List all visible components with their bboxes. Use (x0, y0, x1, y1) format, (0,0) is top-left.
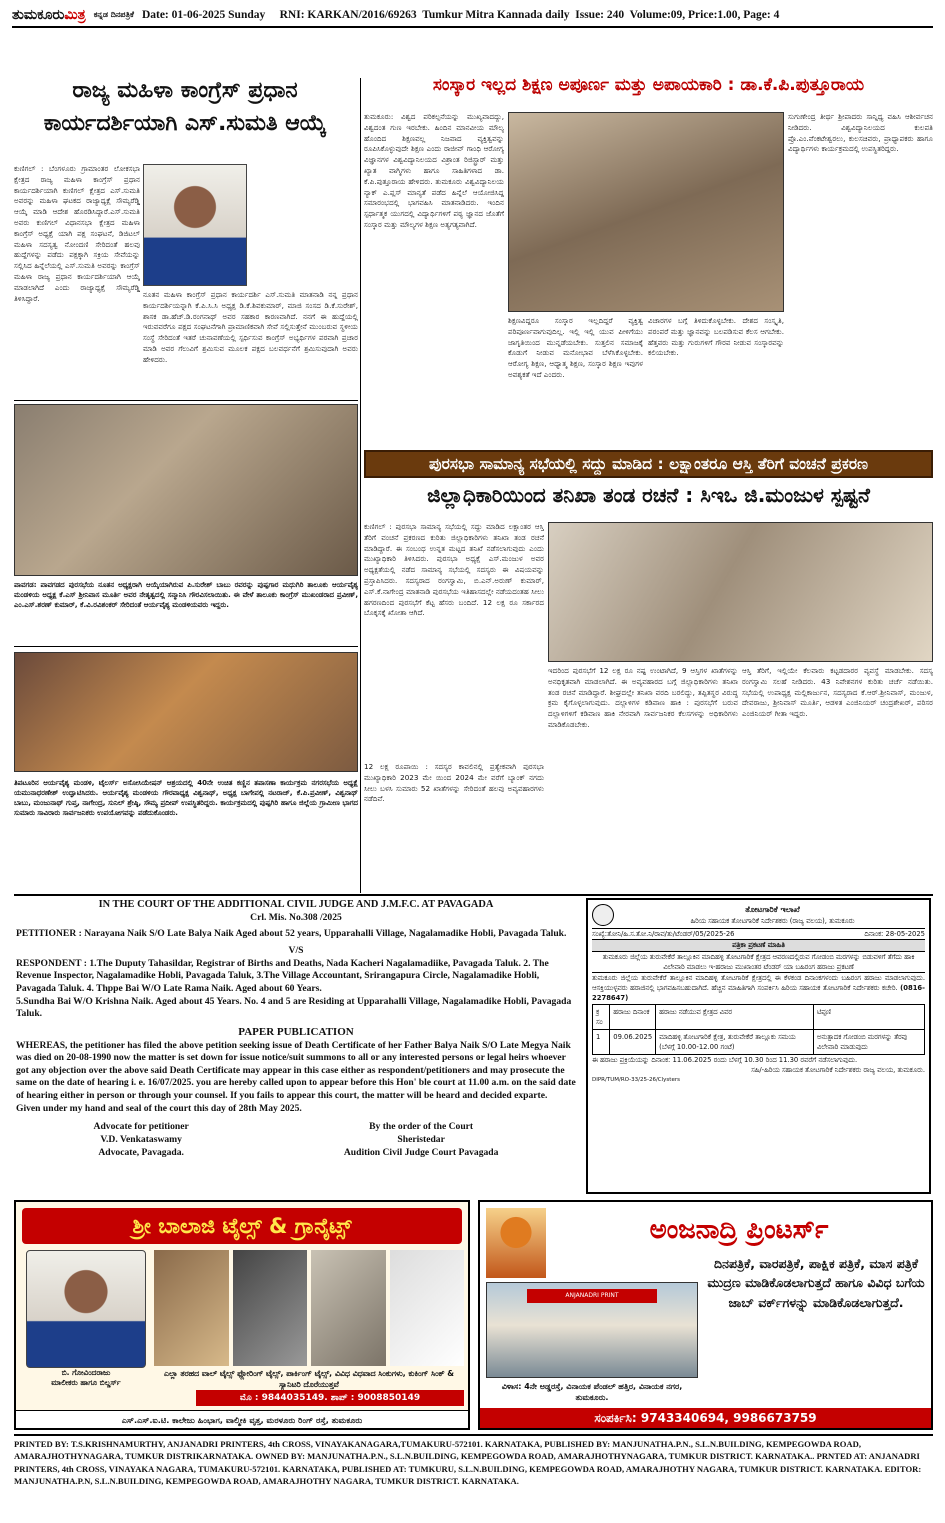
tender-org: ತೋಟಗಾರಿಕೆ ಇಲಾಖೆ (745, 905, 800, 914)
left-signature-line1: Advocate for petitioner (93, 1121, 189, 1133)
ad-balaji-tiles (14, 1200, 470, 1430)
article2-headline: ಸಂಸ್ಕಾರ ಇಲ್ಲದ ಶಿಕ್ಷಣ ಅಪೂರ್ಣ ಮತ್ತು ಅಪಾಯಕಾರಿ : ಡಾ.ಕೆ.ಪಿ.ಪುತ್ತೂರಾಯ (432, 76, 865, 95)
tender-sign: ಸಹಿ/-ಹಿರಿಯ ಸಹಾಯಕ ತೋಟಗಾರಿಕೆ ನಿರ್ದೇಶಕರು ರಾಜ್ಯ ವಲಯ, ತುಮಕೂರು. (751, 1066, 925, 1075)
tender-th-detail: ಟಿಪ್ಪಣಿ (813, 1004, 924, 1029)
shop-photo (486, 1282, 698, 1378)
masthead-info: Date: 01-06-2025 Sunday RNI: KARKAN/2016/69263 Tumkur Mitra Kannada daily Issue: 240 Volume:09, Price:1.00, Page: 4 (141, 9, 780, 21)
hanuman-icon (486, 1208, 546, 1278)
sumathi-portrait-photo (143, 164, 247, 286)
tile-sample (233, 1250, 308, 1366)
tender-phone: (0816-2278647) (592, 984, 925, 1003)
article2-col4: ಸುಗುಣೇಂದ್ರ ತೀರ್ಥ ಶ್ರೀಪಾದರು ಸಾನ್ನಿಧ್ಯ ವಹಿಸಿ ಆಶೀರ್ವಚನ ನೀಡಿದರು. ವಿಶ್ವವಿದ್ಯಾನಿಲಯದ ಕುಲಪತಿ ಪ್ರೊ.ಎಂ.ವೆಂಕಟೇಶ್ವರಲು, ಕುಲಸಚಿವರು, ಪ್ರಾಧ್ಯಾಪಕರು ಹಾಗೂ ವಿದ್ಯಾರ್ಥಿಗಳು ಕಾರ್ಯಕ್ರಮದಲ್ಲಿ ಉಪಸ್ಥಿತರಿದ್ದರು. (788, 112, 933, 154)
tender-footnote: ಈ ಹರಾಜು ಪ್ರಕ್ರಿಯೆಯನ್ನು ದಿನಾಂಕ: 11.06.2025 ರಂದು ಬೆಳಗ್ಗೆ 10.30 ರಿಂದ 11.30 ರವರೆಗೆ ನಡೆಸಲಾಗುವುದು. (592, 1056, 858, 1065)
court-vs: V/S (288, 945, 304, 957)
ad-tiles-tagline: ಎಲ್ಲಾ ತರಹದ ವಾಲ್ ಟೈಲ್ಸ್ ಫ್ಲೋರಿಂಗ್ ಟೈಲ್ಸ್, ಪಾರ್ಕಿಂಗ್ ಟೈಲ್ಸ್, ವಿವಿಧ ವಿಧವಾದ ಸಿಂಕುಗಳು, ಕುಕಿಂಗ್ ಸಿಂಕ್ & ಸ್ಯಾನಿಟರಿ ದೊರೆಯುತ್ತವೆ (163, 1369, 455, 1390)
tender-notice (586, 898, 931, 1194)
tender-notice-title: ಪತ್ರಿಕಾ ಪ್ರಕಟಣೆ ಮಾಹಿತಿ (592, 940, 925, 951)
ad-tiles-person: ಬಿ. ಗೋವಿಂದರಾಜು (61, 1368, 111, 1377)
article1-body-right: ನೂತನ ಮಹಿಳಾ ಕಾಂಗ್ರೆಸ್ ಪ್ರಧಾನ ಕಾರ್ಯದರ್ಶಿ ಎಸ್.ಸುಮತಿ ಮಾತನಾಡಿ ನನ್ನ ಪ್ರಧಾನ ಕಾರ್ಯದರ್ಶಿಯನ್ನಾಗಿ ಕೆ.ಪಿ.ಸಿ.ಸಿ ಅಧ್ಯಕ್ಷ ಡಿ.ಕೆ.ಶಿವಕುಮಾರ್, ಮಾಜಿ ಸಂಸದ ಡಿ.ಕೆ.ಸುರೇಶ್, ಶಾಸಕ ಡಾ.ಹೆಚ್.ಡಿ.ರಂಗನಾಥ್ ಅವರ ಸಹಕಾರ ಕಾರಣವಾಗಿದೆ. ನನಗೆ ಈ ಹುದ್ದೆಯಲ್ಲಿ ಇರುವವರೆಗೂ ಪಕ್ಷದ ಸಂಘಟನೆಗಾಗಿ ಪ್ರಾಮಾಣಿಕವಾಗಿ ಸೇವೆ ಸಲ್ಲಿಸುತ್ತೇನೆ ಮುಂಬರುವ ಸ್ಥಳೀಯ ಸಂಸ್ಥೆ ಸೇರಿದಂತೆ ಇತರೆ ಚುನಾವಣೆಯಲ್ಲಿ ಸ್ಪರ್ಧಿಸುವ ಕಾಂಗ್ರೆಸ್ ಅಭ್ಯರ್ಥಿಗಳ ಪರವಾಗಿ ಪ್ರಚಾರ ಮಾಡಿ ಅವರ ಗೆಲುವಿಗೆ ಶ್ರಮಿಸುವ ಮೂಲಕ ಪಕ್ಷದ ಬಲವರ್ಧನೆಗೆ ಶ್ರಮಿಸುವುದಾಗಿ ಅವರು ಹೇಳಿದರು. (143, 290, 358, 364)
ad-tiles-title: ಶ್ರೀ ಬಾಲಾಜಿ ಟೈಲ್ಸ್ & ಗ್ರಾನೈಟ್ಸ್ (22, 1208, 462, 1244)
ad-printers-services: ದಿನಪತ್ರಿಕೆ, ವಾರಪತ್ರಿಕೆ, ಪಾಕ್ಷಿಕ ಪತ್ರಿಕೆ, ಮಾಸ ಪತ್ರಿಕೆ ಮುದ್ರಣ ಮಾಡಿಕೊಡಲಾಗುತ್ತದೆ ಹಾಗೂ ವಿವಿಧ ಬಗೆಯ ಜಾಬ್ ವರ್ಕ್‌ಗಳನ್ನು ಮಾಡಿಕೊಡಲಾಗುತ್ತದೆ. (707, 1256, 925, 1310)
article3-col-mid: ಇದರಿಂದ ಪುರಸಭೆಗೆ 12 ಲಕ್ಷ ರೂ ನಷ್ಟ ಉಂಟಾಗಿದೆ, 9 ಆಸ್ತಿಗಳ ಖಾತೆಗಳನ್ನು ಅನಧಿಕೃತವಾಗಿ ಮಾಡಲಾಗಿದೆ. ಈ ಅವ್ಯವಹಾರದ ಬಗ್ಗೆ ಜಿಲ್ಲಾಧಿಕಾರಿಗಳು ತನಿಖಾ ತಂಡ ರಚನೆ ಮಾಡಿದ್ದಾರೆ. ಶೀಘ್ರದಲ್ಲೇ ತನಿಖಾ ವರದಿ ಬರಲಿದ್ದು, ತಪ್ಪಿತಸ್ಥರ ವಿರುದ್ಧ ಕ್ರಮ ಕೈಗೊಳ್ಳಲಾಗುವುದು. ದಲ್ಲಾಳಿಗಳ ಕಡಿವಾಣ ಹಾಕಿ : ಪುರಸಭೆಗೆ ಬರುವ ದಲ್ಲಾಳಿಗಳಿಗೆ ಕಡಿವಾಣ ಹಾಕಿ ನೇರವಾಗಿ ಸಾರ್ವಜನಿಕರ ಕೆಲಸಗಳನ್ನು ಅಧಿಕಾರಿಗಳು ಮಾಡಿಕೊಡಬೇಕು. (548, 666, 738, 729)
tender-dipr: DIPR/TUM/RO-33/25-26/Clysters (592, 1076, 680, 1083)
article1-headline-line2: ಕಾರ್ಯದರ್ಶಿಯಾಗಿ ಎಸ್.ಸುಮತಿ ಆಯ್ಕೆ (43, 111, 327, 137)
right-signature-line1: By the order of the Court (369, 1121, 474, 1133)
photo1-caption: ಪಾವಗಡ: ಪಾವಗಡದ ಪುರಸಭೆಯ ನೂತನ ಅಧ್ಯಕ್ಷರಾಗಿ ಆಯ್ಕೆಯಾಗಿರುವ ಪಿ.ಸುರೇಶ್ ಬಾಬು ರವರನ್ನು ಪುಷ್ಪಗಾರ ಮಧುಗಿರಿ ತಾಲೂಕು ಆರ್ಯವೈಶ್ಯ ಮಂಡಳಿಯ ಅಧ್ಯಕ್ಷ ಕೆ.ಎಸ್ ಶ್ರೀನಿವಾಸ ಮೂರ್ತಿ ಅವರ ನೇತೃತ್ವದಲ್ಲಿ ಸನ್ಮಾನಿಸಿ ಗೌರವಿಸಲಾಯಿತು. ಈ ವೇಳೆ ತಾಲೂಕು ಕಾಂಗ್ರೆಸ್ ಮುಖಂಡರಾದ ಪ್ರವೀಣ್, ಎಂ.ಎಸ್.ಶರಣ್ ಕುಮಾರ್, ಕೆ.ವಿ.ರವಿಶಂಕರ್ ಸೇರಿದಂತೆ ಆರ್ಯವೈಶ್ಯ ಮಂಡಳಿಯವರು ಇದ್ದರು. (14, 581, 358, 610)
tender-row-detail: ಅನುತ್ಪಾದಕ ಗೋಡಂಬಿ ಮರಗಳನ್ನು ತೆರವು ವಿಲೇವಾರಿ ಮಾಡುವುದು (813, 1029, 924, 1054)
article1-body-right-top (250, 164, 358, 288)
left-signature-line3: Advocate, Pavagada. (98, 1146, 184, 1158)
article3-band: ಪುರಸಭಾ ಸಾಮಾನ್ಯ ಸಭೆಯಲ್ಲಿ ಸದ್ದು ಮಾಡಿದ : ಲಕ್ಷಾಂತರೂ ಆಸ್ತಿ ತೆರಿಗೆ ವಂಚನೆ ಪ್ರಕರಣ (364, 450, 933, 478)
owner-photo (26, 1250, 146, 1368)
tender-ref: ಸಂಖ್ಯೆ:ತೋನಿ/ಹಿ.ಸ.ತೋ.ನಿ/ರಾವ/ತು/ಟೆಂಡರ್/05/2025-26 (592, 930, 735, 939)
article2-col1: ತುಮಕೂರು: ವಿಶ್ವದ ಪರಿಕಲ್ಪನೆಯನ್ನು ಮುಖ್ಯವಾದದ್ದು, ವಿಶ್ವದಂತ ಗುಣ ಇರಬೇಕು. ಹಿಂದಿನ ಮಾನವೀಯ ಮೌಲ್ಯ ಹೊಂದಿದ ಶಿಕ್ಷಣವಲ್ಲ ನಿಜವಾದ ವ್ಯಕ್ತಿತ್ವವನ್ನು ರೂಪಿಸಿಕೊಳ್ಳುವುದೇ ಶಿಕ್ಷಣ ಎಂದು ರಾಜೀವ್ ಗಾಂಧಿ ಆರೋಗ್ಯ ವಿಜ್ಞಾನಗಳ ವಿಶ್ವವಿದ್ಯಾನಿಲಯದ ವಿಶ್ರಾಂತ ರಿಜಿಸ್ಟ್ರಾರ್ ಮತ್ತು ಖ್ಯಾತ ವಾಗ್ಮಿಗಳು ಹಾಗೂ ಸಾಹಿತಿಗಳಾದ ಡಾ. ಕೆ.ಪಿ.ಪುತ್ತೂರಾಯ ಹೇಳಿದರು. ತುಮಕೂರು ವಿಶ್ವವಿದ್ಯಾನಿಲಯ ನ್ಯಾಕ್ ಎ.ಪ್ಲಸ್ ಮಾನ್ಯತೆ ಪಡೆದ ಹಿನ್ನೆಲೆ ಆಯೋಜಿಸಿದ್ದ ಸಮಾರಂಭದಲ್ಲಿ ಭಾಗವಹಿಸಿ ಮಾತನಾಡಿದರು. ಇಂದಿನ ಸ್ಪರ್ಧಾತ್ಮಕ ಯುಗದಲ್ಲಿ ವಿದ್ಯಾರ್ಥಿಗಳಿಗೆ ಪಠ್ಯ ಜ್ಞಾನದ ಜೊತೆಗೆ ಸಂಸ್ಕಾರ ಮತ್ತು ಮೌಲ್ಯಗಳ ಶಿಕ್ಷಣ ಅತ್ಯಗತ್ಯವಾಗಿದೆ. (364, 112, 504, 229)
left-signature-line2: V.D. Venkataswamy (100, 1134, 182, 1146)
article2-col2: ಶಿಕ್ಷಣವಿದ್ದರೂ ಸಂಸ್ಕಾರ ಇಲ್ಲದಿದ್ದರೆ ವ್ಯಕ್ತಿತ್ವ ಪರಿಪೂರ್ಣವಾಗುವುದಿಲ್ಲ. ಇಲ್ಲಿ ಇಲ್ಲಿ ಯುವ ಪೀಳಿಗೆಯು ಜಾಗೃತಿಯಿಂದ ಮುನ್ನಡೆಯಬೇಕು. ಸುತ್ತಲಿನ ಸಮಾಜಕ್ಕೆ ಕೊಡುಗೆ ನೀಡುವ ಮನೋಭಾವ ಬೆಳೆಸಿಕೊಳ್ಳಬೇಕು. ಆರೋಗ್ಯ ಶಿಕ್ಷಣ, ಆಧ್ಯಾತ್ಮ ಶಿಕ್ಷಣ, ಸಂಸ್ಕಾರ ಶಿಕ್ಷಣ ಇವುಗಳ ಅವಶ್ಯಕತೆ ಇದೆ ಎಂದರು. (508, 316, 643, 379)
tender-table (592, 1004, 925, 1056)
court-given: Given under my hand and seal of the court this day of 28th May 2025. (16, 1102, 302, 1114)
article1-body-left: ಕುಣಿಗಲ್ : ಬೆಂಗಳೂರು ಗ್ರಾಮಾಂತರ ಲೋಕಸಭಾ ಕ್ಷೇತ್ರದ ರಾಜ್ಯ ಮಹಿಳಾ ಕಾಂಗ್ರೆಸ್ ಪ್ರಧಾನ ಕಾರ್ಯದರ್ಶಿಯಾಗಿ ಕುಣಿಗಲ್ ಕ್ಷೇತ್ರದ ಎಸ್.ಸುಮತಿ ಅವರನ್ನು ಮಹಿಳಾ ಘಟಕದ ರಾಜ್ಯಾಧ್ಯಕ್ಷೆ ಸೌಮ್ಯರೆಡ್ಡಿ ಆಯ್ಕೆ ಮಾಡಿ ಆದೇಶ ಹೊರಡಿಸಿದ್ದಾರೆ.ಎಸ್.ಸುಮತಿ ಅವರು ಕುಣಿಗಲ್ ವಿಧಾನಸಭಾ ಕ್ಷೇತ್ರದ ಮಹಿಳಾ ಕಾಂಗ್ರೆಸ್ ಅಧ್ಯಕ್ಷೆ ಯಾಗಿ ಪಕ್ಷ ಸಂಘಟನೆ, ಡಿಜಿಟಲ್ ಮಹಿಳಾ ಸದಸ್ಯತ್ವ ನೋಂದಣಿ ಸೇರಿದಂತೆ ಹಲವು ಹುದ್ದೆಗಳನ್ನು ಪಡೆದು ಪಕ್ಷಕ್ಕಾಗಿ ಸಕ್ರಿಯ ಸೇವೆಯನ್ನು ಸಲ್ಲಿಸಿದ ಹಿನ್ನೆಲೆಯಲ್ಲಿ ಎಸ್.ಸುಮತಿ ಅವರನ್ನು ಕಾಂಗ್ರೆಸ್ ಮಹಿಳಾ ರಾಜ್ಯ ಪ್ರಧಾನ ಕಾರ್ಯದರ್ಶಿಯಾಗಿ ಆಯ್ಕೆ ಮಾಡಲಾಗಿದೆ ಎಂದು ರಾಜ್ಯಾಧ್ಯಕ್ಷೆ ಸೌಮ್ಯರೆಡ್ಡಿ ತಿಳಿಸಿದ್ದಾರೆ. (14, 164, 140, 303)
court-case-no: Crl. Mis. No.308 /2025 (250, 911, 342, 923)
newspaper-subtitle: ಕನ್ನಡ ದಿನಪತ್ರಿಕೆ (93, 10, 134, 19)
article3-headline: ಜಿಲ್ಲಾಧಿಕಾರಿಯಿಂದ ತನಿಖಾ ತಂಡ ರಚನೆ : ಸಿಇಒ ಜಿ.ಮಂಜುಳ ಸ್ಪಷ್ಟನೆ (427, 484, 870, 507)
court-title: IN THE COURT OF THE ADDITIONAL CIVIL JUDGE AND J.M.F.C. AT PAVAGADA (98, 899, 494, 910)
tile-sample (390, 1250, 465, 1366)
masthead (12, 4, 933, 28)
tender-row-date: 09.06.2025 (610, 1029, 656, 1054)
article3-body-top: ಕುಣಿಗಲ್ : ಪುರಸಭಾ ಸಾಮಾನ್ಯ ಸಭೆಯಲ್ಲಿ ಸದ್ದು ಮಾಡಿದ ಲಕ್ಷಾಂತರ ಆಸ್ತಿ ತೆರಿಗೆ ವಂಚನೆ ಪ್ರಕರಣದ ಕುರಿತು ಜಿಲ್ಲಾಧಿಕಾರಿಗಳು ತನಿಖಾ ತಂಡ ರಚನೆ ಮಾಡಿದ್ದಾರೆ. ಈ ಸಂಬಂಧ ಉನ್ನತ ಮಟ್ಟದ ತನಿಖೆ ನಡೆಸಲಾಗುವುದು ಎಂದು ಮುಖ್ಯಾಧಿಕಾರಿ ತಿಳಿಸಿದರು. ಪುರಸಭಾ ಅಧ್ಯಕ್ಷೆ ಎಸ್.ಮಂಜುಳ ಅವರ ಅಧ್ಯಕ್ಷತೆಯಲ್ಲಿ ನಡೆದ ಸಾಮಾನ್ಯ ಸಭೆಯಲ್ಲಿ ಸದಸ್ಯರು ಈ ವಿಷಯವನ್ನು ಪ್ರಸ್ತಾಪಿಸಿದರು. ಸದಸ್ಯರಾದ ರಂಗಸ್ವಾಮಿ, ಬಿ.ಎನ್.ಅರುಣ್ ಕುಮಾರ್, ಎಸ್.ಕೆ.ನಾಗೇಂದ್ರ ಮಾತನಾಡಿ ಪುರಸಭೆಯ ಇತಿಹಾಸದಲ್ಲೇ ನಡೆಯದಂತಹ ಸೀಲು ಹಗರಣದಿಂದ ಪುರಸಭೆಗೆ ಕೆಟ್ಟ ಹೆಸರು ಬಂದಿದೆ. 12 ಲಕ್ಷ ರೂ ಸರ್ಕಾರದ ಬೊಕ್ಕಸಕ್ಕೆ ಖೋತಾ ಆಗಿದೆ. (364, 522, 544, 618)
shop-sign: ANJANADRI PRINT (527, 1289, 657, 1303)
felicitation-photo (14, 404, 358, 576)
award-ceremony-photo (508, 112, 784, 312)
tender-intro: ತುಮಕೂರು ಜಿಲ್ಲೆಯ ತುರುವೇಕೆರೆ ತಾಲ್ಲೂಕಿನ ಮಾದಿಹಳ್ಳಿ ತೋಟಗಾರಿಕೆ ಕ್ಷೇತ್ರದ ಆವರಣದಲ್ಲಿರುವ ಗೋಡಂಬಿ ಮರಗಳನ್ನು ಬಿಡುವಳಿಗೆ ತೆಗೆದು ಹಾಕಿ ವಿಲೇವಾರಿ ಮಾಡಲು ಇ-ಹರಾಜು ಮುಖಾಂತರ ಟೆಂಡರ್ ಯಾ ಬಹಿರಂಗ ಹರಾಜು ಪ್ರಕಟಣೆ (592, 952, 925, 973)
court-paper-body: WHEREAS, the petitioner has filed the above petition seeking issue of Death Certificate of her Father Balya Naik S/O Late Megya Naik was died on 20-08-1990 now the matter is set down for issue notice/suit summons to all or any interested persons or legal heirs whoever got any objection over the above said Death Certificate may appear in this case either as respondent/petitioners and may prosecute the same on the date of hearing i. e. 16/07/2025. you are hereby called upon to appear before this Hon' ble court at 11.00 a.m. on the said date of hearing either in person or through your counsel. If you fails to appear this court, the matter will be heard and decided exparte. (16, 1039, 576, 1102)
tender-body: ತುಮಕೂರು ಜಿಲ್ಲೆಯ ತುರುವೇಕೆರೆ ತಾಲ್ಲೂಕಿನ ಮಾದಿಹಳ್ಳಿ ತೋಟಗಾರಿಕೆ ಕ್ಷೇತ್ರದಲ್ಲಿ ಈ ಕೆಳಕಂಡ ದಿನಾಂಕಗಳಂದು ಬಹಿರಂಗ ಹರಾಜು ಮಾಡಲಾಗುವುದು. ಆಸಕ್ತಿಯುಳ್ಳವರು ಹರಾಜಿನಲ್ಲಿ ಭಾಗವಹಿಸಬಹುದಾಗಿದೆ. ಹೆಚ್ಚಿನ ಮಾಹಿತಿಗಾಗಿ ಸಂಪರ್ಕಿಸಿ ಹಿರಿಯ ಸಹಾಯಕ ತೋಟಗಾರಿಕೆ ನಿರ್ದೇಶಕರು ಕಚೇರಿ. (592, 973, 925, 993)
divider (14, 400, 358, 401)
eye-camp-photo (14, 652, 358, 772)
photo2-caption: ತಿಪಟೂರಿನ ಆರ್ಯವೈಶ್ಯ ಮಂಡಳಿ, ಟೈಲರ್ಸ್ ಅಸೋಸಿಯೇಷನ್ ಆಶ್ರಯದಲ್ಲಿ 40ನೇ ಉಚಿತ ಕಣ್ಣಿನ ತಪಾಸಣಾ ಕಾರ್ಯಕ್ರಮ ನಗರಸಭೆಯ ಅಧ್ಯಕ್ಷೆ ಯಮುನಾಧರಣೇಶ್ ಉದ್ಘಾಟಿಸಿದರು. ಆರ್ಯವೈಶ್ಯ ಮಂಡಳಿಯ ಗೌರವಾಧ್ಯಕ್ಷ ವಿಶ್ವನಾಥ್, ಅಧ್ಯಕ್ಷ ಬಾಗೇಪಲ್ಲಿ ನಟರಾಜ್, ಕೆ.ಪಿ.ಪ್ರವೀಣ್, ವಿಶ್ವನಾಥ್ ಬಾಬು, ಮಂಜುನಾಥ್ ಗುಪ್ತ, ನಾಗೇಂದ್ರ, ಸುನಿಲ್ ಶ್ರೇಷ್ಠಿ, ಸೌಮ್ಯ ಪ್ರದೀಪ್ ಉಪಸ್ಥಿತರಿದ್ದರು. ಕಾರ್ಯಕ್ರಮದಲ್ಲಿ ಪುಷ್ಪಗಿರಿ ಹಾಗೂ ಜಿಲ್ಲೆಯ ಗ್ರಾಮೀಣ ಭಾಗದ ಸುಮಾರು ಸಾವಿರಾರು ಸಾರ್ವಜನಿಕರು ಉಪಯೋಗವನ್ನು ಪಡೆದುಕೊಂಡರು. (14, 779, 358, 818)
article1-headline (14, 78, 356, 158)
article2-col3: ವಿಚಾರಗಳ ಬಗ್ಗೆ ತಿಳಿದುಕೊಳ್ಳಬೇಕು. ದೇಶದ ಸಂಸ್ಕೃತಿ, ಪರಂಪರೆ ಮತ್ತು ಜ್ಞಾನವನ್ನು ಬಲಪಡಿಸುವ ಕೆಲಸ ಆಗಬೇಕು. ಹೆತ್ತವರು ಮತ್ತು ಗುರುಗಳಿಗೆ ಗೌರವ ನೀಡುವ ಸಂಸ್ಕಾರವನ್ನು ಕಲಿಯಬೇಕು. (648, 316, 784, 358)
court-respondent: RESPONDENT : 1.The Duputy Tahasildar, Registrar of Births and Deaths, Nada Kacheri Nagalamadiike, Pavagada Taluk. 2. The Revenue Inspector, Nagalamadike Hobli, Pavagada Taluk, 3.The Village Accountant, Srirangapura Circle, Nagalamadike Hobli, Pavagada Taluk. 4. Thppe Bai W/O Late Rama Naik. Aged about 60 Years. (16, 957, 549, 995)
tender-th-date: ಹರಾಜು ದಿನಾಂಕ (610, 1004, 656, 1029)
divider (14, 646, 358, 647)
footer-divider (14, 1434, 933, 1436)
tile-samples (154, 1250, 464, 1366)
court-signatures (16, 1121, 576, 1159)
ad-tiles-person-sub: ಮಾಲೀಕರು ಹಾಗೂ ಬಿಲ್ಡರ್ಸ್ (51, 1377, 121, 1387)
right-signature-line3: Audition Civil Judge Court Pavagada (343, 1146, 499, 1158)
court-petitioner: PETITIONER : Narayana Naik S/O Late Balya Naik Aged about 52 years, Upparahalli Village, Nagalamadike Hobli, Pavagada Taluk. (16, 928, 567, 940)
ad-printers-phone: ಸಂಪರ್ಕಿಸಿ: 9743340694, 9986673759 (480, 1408, 931, 1428)
tender-date: ದಿನಾಂಕ: 28-05-2025 (864, 930, 925, 939)
ad-printers-title: ಅಂಜನಾದ್ರಿ ಪ್ರಿಂಟರ್ಸ್ (649, 1215, 829, 1245)
tile-sample (311, 1250, 386, 1366)
court-paper-title: PAPER PUBLICATION (238, 1025, 354, 1038)
tender-th-place: ಹರಾಜು ನಡೆಯುವ ಕ್ಷೇತ್ರದ ವಿವರ (656, 1004, 814, 1029)
article2-col1b (364, 316, 504, 446)
tender-row-place: ಮಾದಿಹಳ್ಳಿ ತೋಟಗಾರಿಕೆ ಕ್ಷೇತ್ರ, ತುರುವೇಕೆರೆ ತಾಲ್ಲೂಕು ಸಮಯ (ಬೆಳಗ್ಗೆ 10.00-12.00 ಗಂಟೆ) (656, 1029, 814, 1054)
article3-col-bottom: 12 ಲಕ್ಷ ರೂಪಾಯಿ : ಸದಸ್ಯರ ಕಾವಲಿನಲ್ಲಿ ಪ್ರತ್ಯೇಕವಾಗಿ ಪುರಸಭಾ ಮುಖ್ಯಾಧಿಕಾರಿ 2023 ಮೇ ಯಿಂದ 2024 ಮೇ ವರೆಗೆ ಬ್ಯಾಂಕ್ ನಗದು ಸೀಲು ಬಳಸಿ ಸುಮಾರು 52 ಖಾತೆಗಳನ್ನು ಸೇರಿದಂತೆ ಹಲವು ಅವ್ಯವಹಾರಗಳು ನಡೆದಿವೆ. (364, 762, 544, 804)
ad-tiles-address: ಎಸ್.ಎಸ್.ಐ.ಟಿ. ಕಾಲೇಜು ಹಿಂಭಾಗ, ವಾಲ್ಮೀಕಿ ವೃತ್ತ, ಮರಳೂರು ರಿಂಗ್ ರಸ್ತೆ, ತುಮಕೂರು (16, 1410, 468, 1428)
imprint-footer: PRINTED BY: T.S.KRISHNAMURTHY, ANJANADRI PRINTERS, 4th CROSS, VINAYAKANAGARA,TUMAKURU-572101. KARNATAKA, PUBLISHED BY: MANJUNATHA.P.N., S.L.N.BUILDING, KEMPEGOWDA ROAD, AMARAJHOTHYNAGARA, TUMKUR DISTRIKARNATAKA. OWNED BY: MANJUNATHA.P.N., S.L.N.BUILDING, KEMPEGOWDA ROAD, AMARAJHOTHYNAGARA, TUMKUR DISTRICT. KARNATAKA.. PRNTED AT: ANJANADRI PRINTERS, 4th CROSS, VINAYAKA NAGARA, TUMAKURU-572101. KARNATAKA, PUBLISHED AT: TUMKURU, S.L.N.BUILDING, KEMPEGOWDA ROAD, AMARAJHOTHY NAGARA, TUMKUR DISTRICT. KARNATAKA. EDITOR: MANJUNATHA.P.N, S.L.N.BUILDING, KEMPEGOWDA ROAD, AMARAJHOTHY NAGARA, TUMKUR DISTRICT. KARNATAKA. (14, 1439, 922, 1487)
article1-headline-line1: ರಾಜ್ಯ ಮಹಿಳಾ ಕಾಂಗ್ರೆಸ್ ಪ್ರಧಾನ (72, 78, 298, 103)
newspaper-logo: ತುಮಕೂರುಮಿತ್ರ (12, 7, 86, 23)
tender-th-no: ಕ್ರ ಸಂ (593, 1004, 610, 1029)
tender-office: ಹಿರಿಯ ಸಹಾಯಕ ತೋಟಗಾರಿಕೆ ನಿರ್ದೇಶಕರು (ರಾಜ್ಯ ವಲಯ), ತುಮಕೂರು (690, 917, 855, 925)
tender-row-no: 1 (593, 1029, 610, 1054)
section-divider (14, 894, 933, 896)
govt-emblem-icon (592, 904, 614, 926)
column-divider (360, 78, 361, 893)
right-signature-line2: Sheristedar (397, 1134, 445, 1146)
ad-tiles-phone: ಮೊ : 9844035149. ಶಾಪ್ : 9008850149 (196, 1390, 464, 1406)
court-respondent2: 5.Sundha Bai W/O Krishna Naik. Aged about 45 Years. No. 4 and 5 are Residing at Upparahalli Village, Nagalamadike Hobli, Pavagada Taluk. (16, 995, 572, 1020)
tile-sample (154, 1250, 229, 1366)
table-row (593, 1029, 925, 1054)
ad-anjanadri-printers (478, 1200, 933, 1430)
ad-printers-address: ವಿಳಾಸ: 4ನೇ ಅಡ್ಡರಸ್ತೆ, ವಿನಾಯಕ ಪೆಂಡಲ್ ಹತ್ತಿರ, ವಿನಾಯಕ ನಗರ, ತುಮಕೂರು. (501, 1382, 683, 1402)
meeting-photo (548, 522, 933, 662)
court-notice (16, 898, 576, 1190)
article3-col-right: ಆಸ್ತಿ ತೆರಿಗೆ, ಇಲ್ಲಿಯೇ ಕೆಲವಾರು ಕಟ್ಟಡದಾರರ ವ್ಯವಸ್ಥೆ ಮಾಡಬೇಕು. ಸದಸ್ಯ ರಂಗಸ್ವಾಮಿ ಸಲಹೆ ನೀಡಿದರು. 43 ನಿವೇಶನಗಳ ಕುರಿತು ಚರ್ಚೆ ನಡೆಯಿತು. ಸಭೆಯಲ್ಲಿ ಉಪಾಧ್ಯಕ್ಷ ಮಲ್ಲಿಕಾರ್ಜುನ, ಸದಸ್ಯರಾದ ಕೆ.ಆರ್.ಶ್ರೀನಿವಾಸ್, ಮಂಜುಳ, ದೇವರಾಜು, ಶ್ರೀನಿವಾಸ್ ಮೂರ್ತಿ, ಆಡಳಿತ ಎಂಜಿನಿಯರ್ ಚಂದ್ರಶೇಖರ್, ಪರಿಸರ ಎಂಜಿನಿಯರ್ ಗೀತಾ ಇದ್ದರು. (742, 666, 933, 719)
